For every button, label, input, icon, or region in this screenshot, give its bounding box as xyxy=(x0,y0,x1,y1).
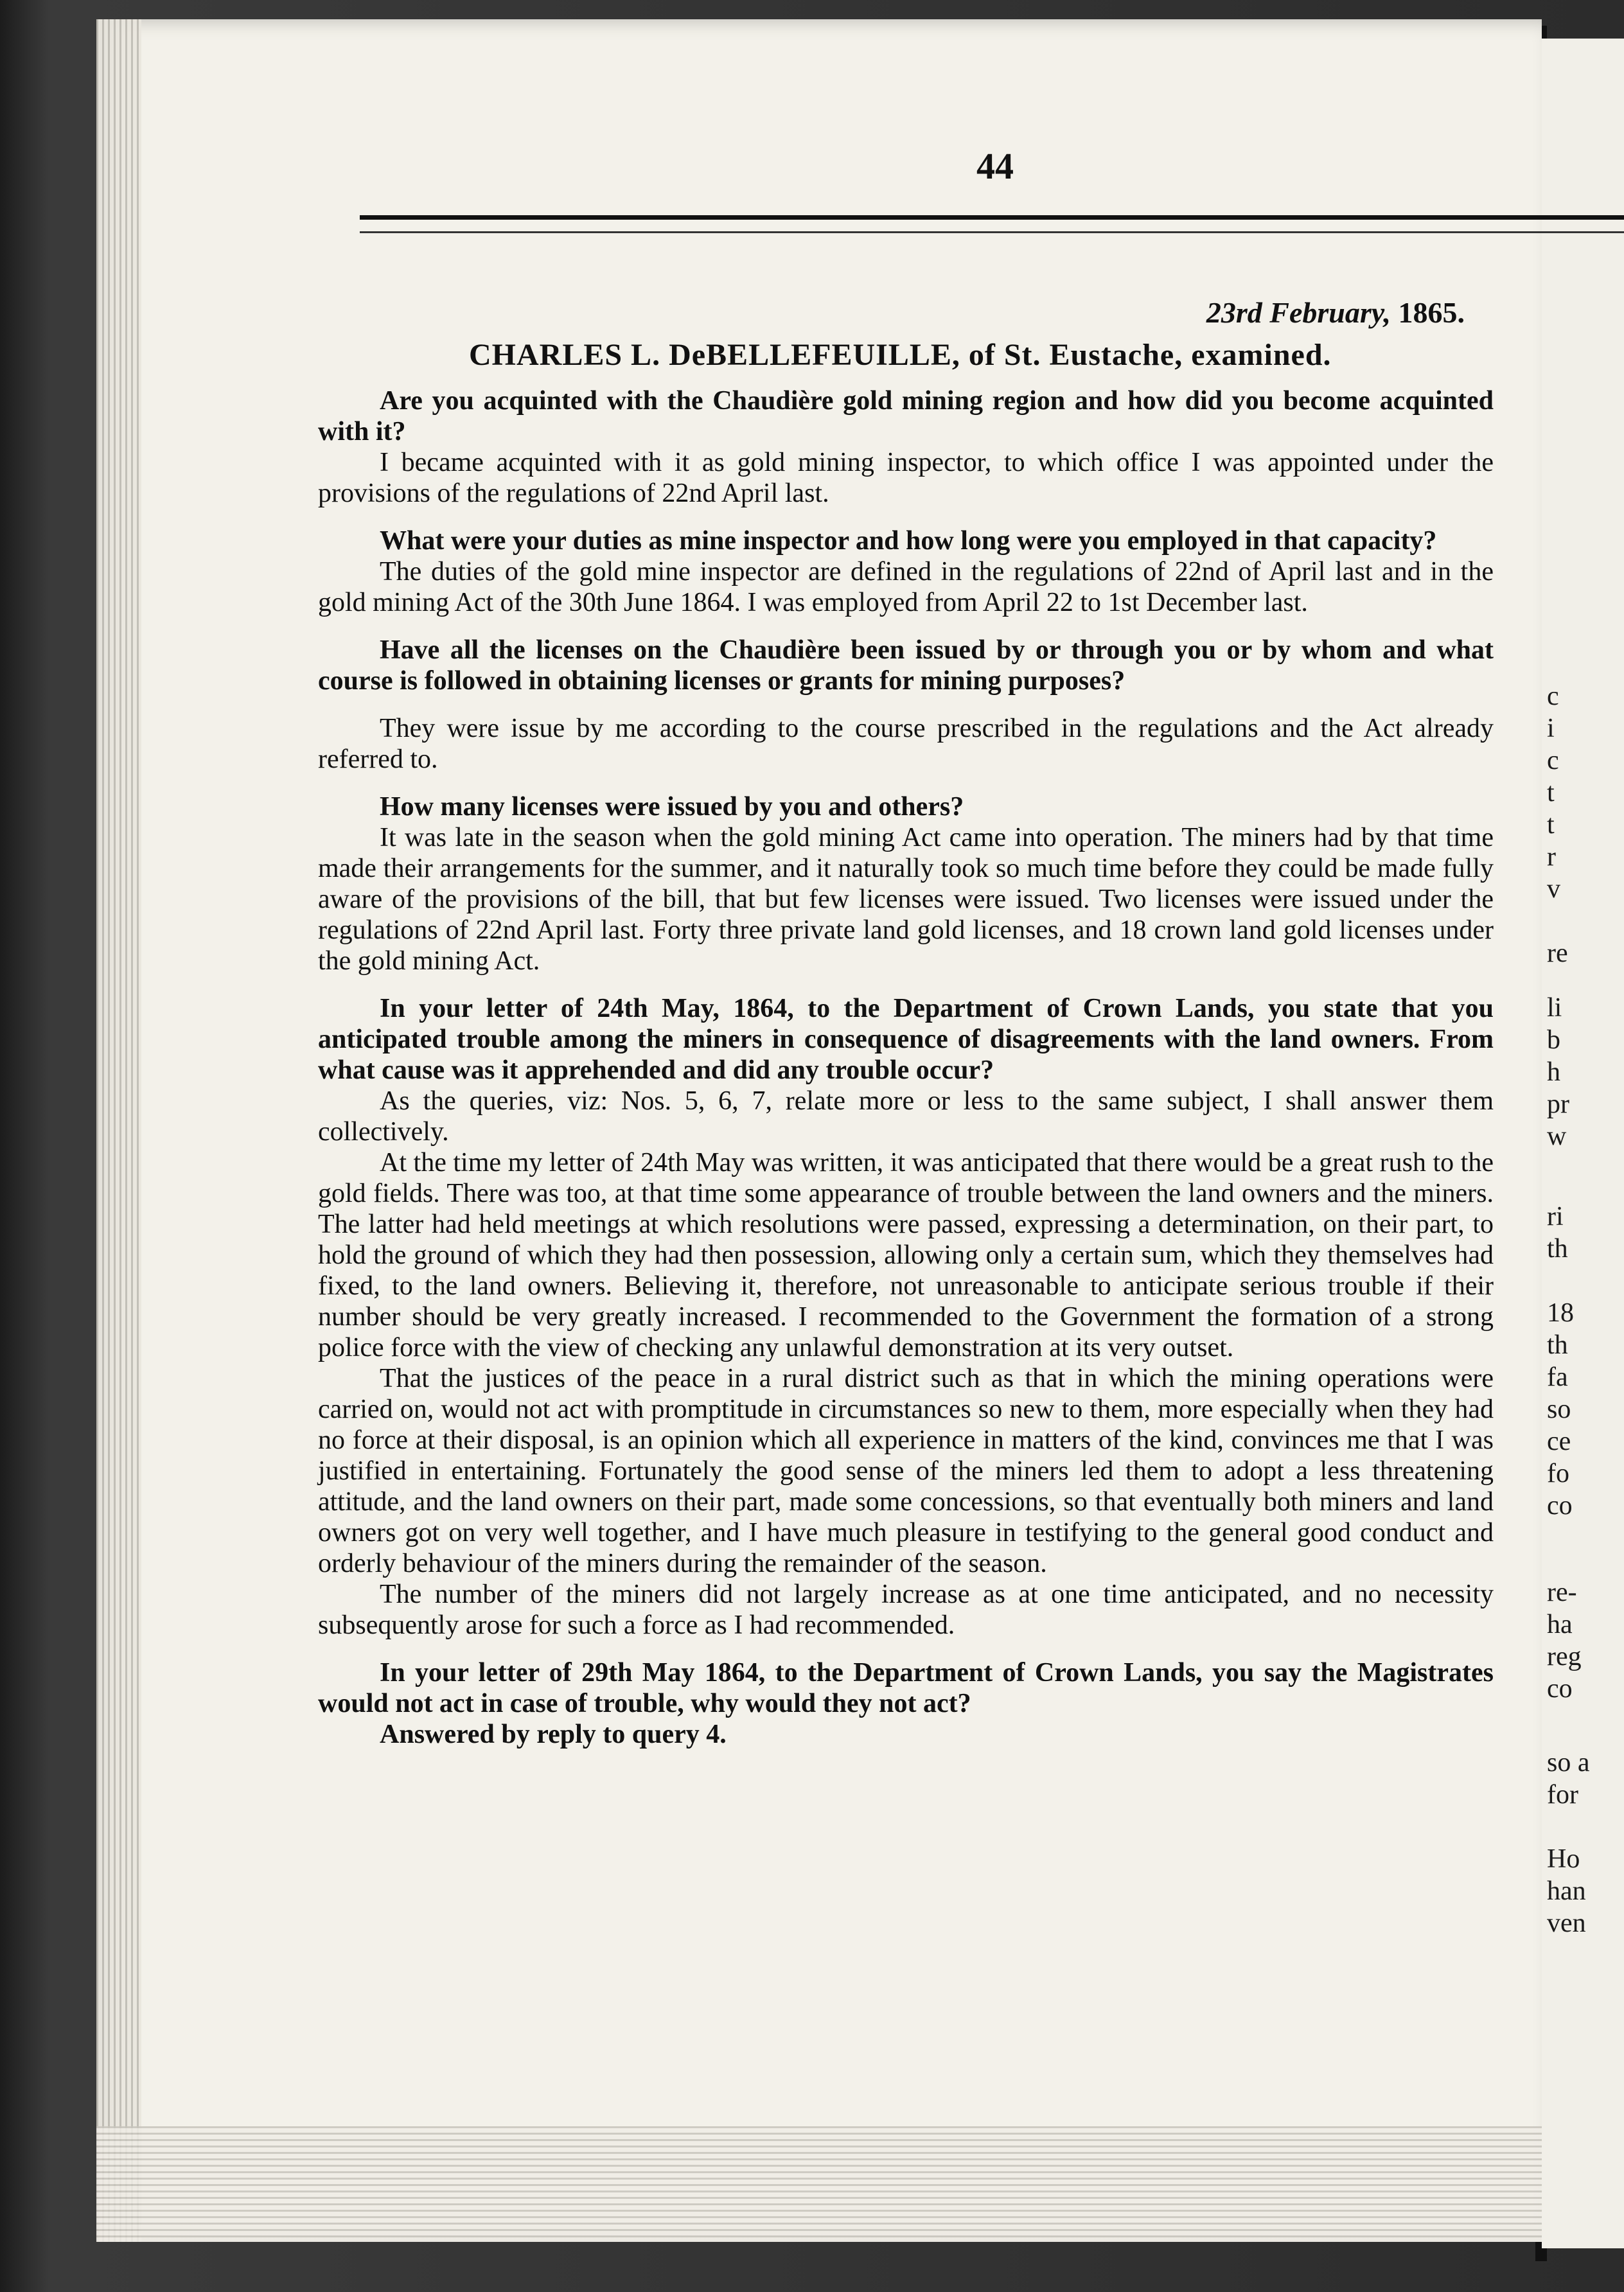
facing-page-fragment: ri xyxy=(1547,1202,1564,1231)
facing-page-fragment: r xyxy=(1547,842,1556,872)
testimony-body xyxy=(318,385,1494,1750)
facing-page-fragment: fo xyxy=(1547,1459,1569,1488)
answer-paragraph: That the justices of the peace in a rural district such as that in which the mining operations were carried on, would not act with promptitude in circumstances so new to them, more especially when they had no force at their disposal, is an opinion which all experience in matters of the kind, convinces me that I was justified in entertaining. Fortunately the good sense of the miners led them to adopt a less threatening attitude, and the land owners on their part, made some concessions, so that eventually both miners and land owners got on very well together, and I have much pleasure in testifying to the general good conduct and orderly behaviour of the miners during the remainder of the season. xyxy=(318,1364,1494,1578)
facing-page-fragment: t xyxy=(1547,778,1555,807)
facing-page xyxy=(1542,39,1624,2248)
facing-page-fragment: h xyxy=(1547,1057,1560,1087)
facing-page-fragment: co xyxy=(1547,1491,1573,1521)
header-rule-thin xyxy=(360,231,1624,233)
facing-page-fragment: v xyxy=(1547,874,1560,904)
facing-page-fragment: so a xyxy=(1547,1748,1590,1777)
facing-page-fragment: han xyxy=(1547,1876,1586,1906)
facing-page-fragment: ven xyxy=(1547,1909,1586,1938)
date-year: 1865. xyxy=(1398,296,1465,329)
answer-paragraph: They were issue by me according to the course prescribed in the regulations and the Act already referred to. xyxy=(318,714,1494,774)
facing-page-fragment: Ho xyxy=(1547,1844,1580,1874)
facing-page-fragment: w xyxy=(1547,1122,1567,1151)
document-page xyxy=(96,19,1542,2242)
question-paragraph: Are you acquinted with the Chaudière gold mining region and how did you become acquinted with it? xyxy=(318,386,1494,446)
facing-page-fragment: reg xyxy=(1547,1642,1582,1671)
answer-paragraph: The number of the miners did not largely increase as at one time anticipated, and no necessity subsequently arose for such a force as I had recommended. xyxy=(318,1580,1494,1640)
question-paragraph: In your letter of 24th May, 1864, to the Department of Crown Lands, you state that you anticipated trouble among the miners in consequence of disagreements with the land owners. From what cause was it apprehended and did any trouble occur? xyxy=(318,994,1494,1085)
question-paragraph: What were your duties as mine inspector and how long were you employed in that capacity? xyxy=(380,526,1437,556)
answer-paragraph: The duties of the gold mine inspector are defined in the regulations of 22nd of April last and in the gold mining Act of the 30th June 1864. I was employed from April 22 to 1st December last. xyxy=(318,557,1494,617)
answer-paragraph: At the time my letter of 24th May was written, it was anticipated that there would be a great rush to the gold fields. There was too, at that time some appearance of trouble between the land owners and the miners. The latter had held meetings at which resolutions were passed, expressing a determination, on their part, to hold the ground of which they had then possession, allowing only a certain sum, which they themselves had fixed, to the land owners. Believing it, therefore, not unreasonable to anticipate serious trouble if their number should be very greatly increased. I recommended to the Government the formation of a strong police force with the view of checking any unlawful demonstration at its very outset. xyxy=(318,1148,1494,1362)
facing-page-fragment: li xyxy=(1547,993,1562,1023)
facing-page-fragment: c xyxy=(1547,682,1559,711)
facing-page-fragment: ha xyxy=(1547,1610,1573,1639)
witness-heading: CHARLES L. DeBELLEFEUILLE, of St. Eustache, examined. xyxy=(469,338,1332,372)
question-paragraph: In your letter of 29th May 1864, to the Department of Crown Lands, you say the Magistrates would not act in case of trouble, why would they not act? xyxy=(318,1658,1494,1718)
facing-page-fragment: so xyxy=(1547,1395,1571,1424)
page-content xyxy=(225,19,1503,2139)
answer-paragraph: As the queries, viz: Nos. 5, 6, 7, relate more or less to the same subject, I shall answer them collectively. xyxy=(318,1086,1494,1147)
question-paragraph: How many licenses were issued by you and others? xyxy=(380,792,964,822)
facing-page-fragment: t xyxy=(1547,810,1555,840)
facing-page-fragment: th xyxy=(1547,1234,1568,1264)
facing-page-fragment: c xyxy=(1547,746,1559,775)
facing-page-fragment: ce xyxy=(1547,1427,1571,1456)
facing-page-fragment: co xyxy=(1547,1674,1573,1704)
question-paragraph: Have all the licenses on the Chaudière been issued by or through you or by whom and what course is followed in obtaining licenses or grants for mining purposes? xyxy=(318,635,1494,696)
facing-page-fragment: th xyxy=(1547,1330,1568,1360)
page-number: 44 xyxy=(976,145,1014,187)
facing-page-fragment: fa xyxy=(1547,1362,1568,1392)
date-line xyxy=(1206,295,1465,330)
answer-paragraph: Answered by reply to query 4. xyxy=(380,1720,727,1749)
date-day: 23rd February, xyxy=(1206,296,1391,329)
facing-page-fragment: b xyxy=(1547,1025,1560,1055)
facing-page-fragment: i xyxy=(1547,714,1555,743)
answer-paragraph: It was late in the season when the gold mining Act came into operation. The miners had by that time made their arrangements for the summer, and it naturally took so much time before they could be made fully aware of the provisions of the bill, that but few licenses were issued. Two licenses were issued under the regulations of 22nd April last. Forty three private land gold licenses, and 18 crown land gold licenses under the gold mining Act. xyxy=(318,823,1494,976)
facing-page-fragment: for xyxy=(1547,1780,1578,1810)
answer-paragraph: I became acquinted with it as gold mining inspector, to which office I was appointed under the provisions of the regulations of 22nd April last. xyxy=(318,448,1494,508)
facing-page-fragment: 18 xyxy=(1547,1298,1574,1328)
header-rule xyxy=(360,215,1624,220)
page-stack-edge xyxy=(96,19,141,2242)
page-stack-bottom xyxy=(96,2126,1542,2242)
facing-page-fragment: pr xyxy=(1547,1089,1569,1119)
facing-page-fragment: re- xyxy=(1547,1578,1577,1607)
facing-page-fragment: re xyxy=(1547,939,1568,968)
